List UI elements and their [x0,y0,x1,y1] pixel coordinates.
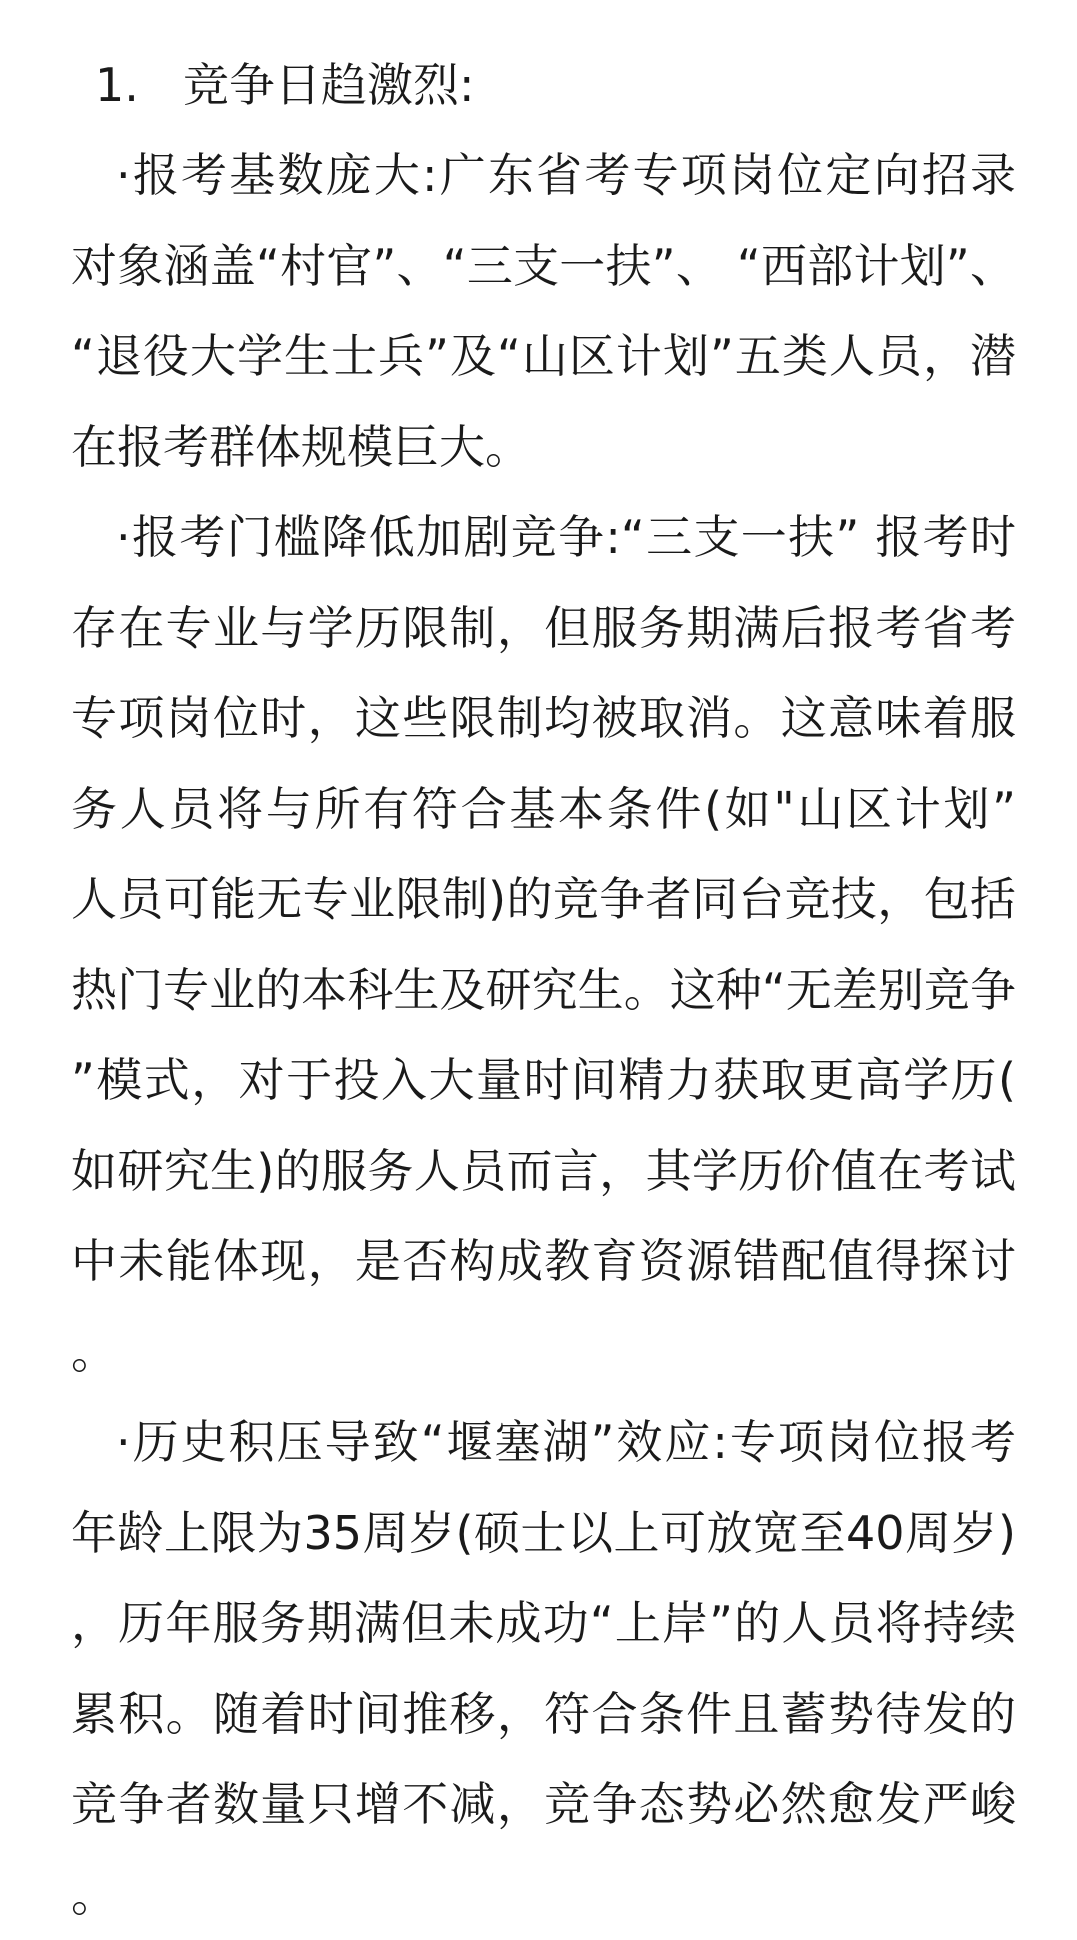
paragraph-text: 历史积压导致“堰塞湖”效应:专项岗位报考年龄上限为35周岁(硕士以上可放宽至40周岁)，历年服务期满但未成功“上岸”的人员将持续累积。随着时间推移，符合条件且蓄势待发的竞争者数量只增不减，竞争态势必然愈发严峻。 [71,1415,1016,1922]
bullet-mark: · [116,1415,131,1469]
document-body [71,40,1016,1940]
bullet-mark: · [116,148,131,202]
paragraph-text: 报考基数庞大:广东省考专项岗位定向招录对象涵盖“村官”、“三支一扶”、 “西部计划”、“退役大学生士兵”及“山区计划”五类人员，潜在报考群体规模巨大。 [71,148,1016,474]
section-heading [95,40,1016,130]
section-number: 1. [95,58,139,112]
bullet-mark: · [116,510,131,564]
paragraph-threshold [71,492,1016,1397]
paragraph-base-size [71,130,1016,492]
section-title: 竞争日趋激烈: [183,58,475,112]
paragraph-text: 报考门槛降低加剧竞争:“三支一扶” 报考时存在专业与学历限制，但服务期满后报考省考专项岗位时，这些限制均被取消。这意味着服务人员将与所有符合基本条件(如"山区计划” 人员可能无专业限制)的竞争者同台竞技，包括热门专业的本科生及研究生。这种“无差别竞争”模式，对于投入大量时间精力获取更高学历(如研究生)的服务人员而言，其学历价值在考试中未能体现，是否构成教育资源错配值得探讨。 [71,510,1016,1379]
